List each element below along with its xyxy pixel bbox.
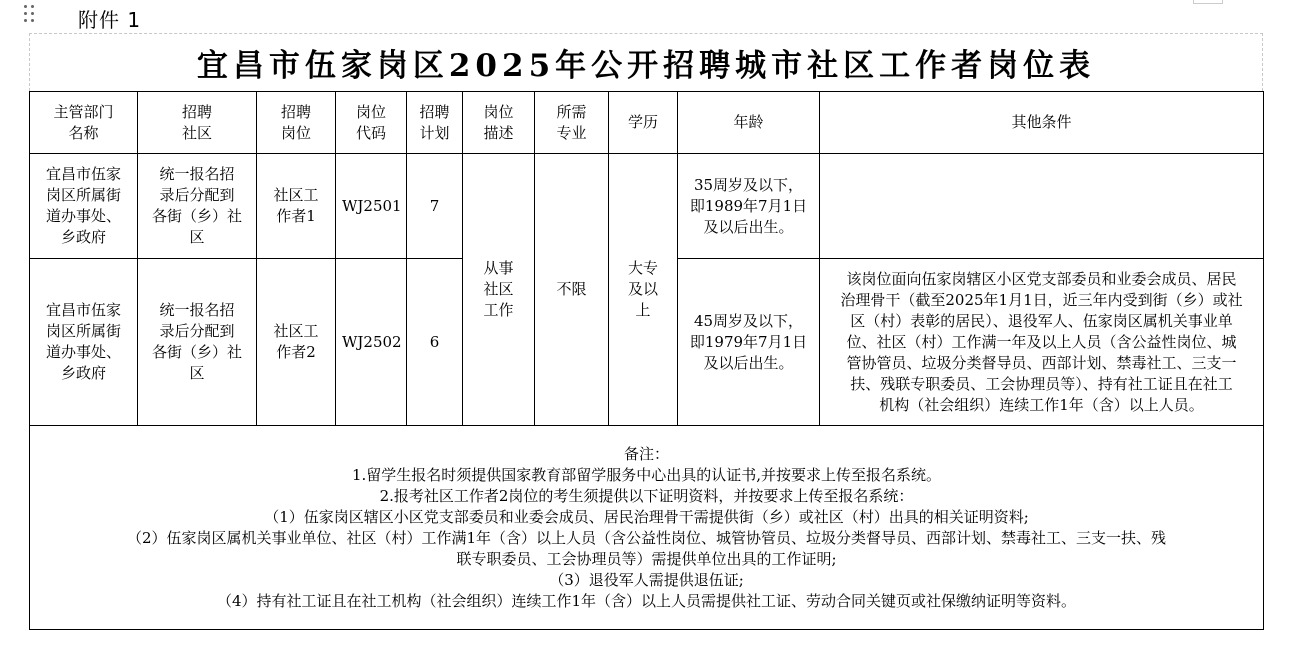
- header-age: 年龄: [678, 92, 820, 154]
- header-code: 岗位 代码: [336, 92, 407, 154]
- document-body: [29, 33, 1263, 636]
- header-post: 招聘 岗位: [257, 92, 336, 154]
- title-box: [29, 33, 1263, 91]
- note-line: （3）退役军人需提供退伍证;: [549, 570, 744, 589]
- cell-post: 社区工 作者2: [257, 259, 336, 426]
- cell-dept: 宜昌市伍家 岗区所属街 道办事处、 乡政府: [30, 154, 138, 259]
- header-desc: 岗位 描述: [463, 92, 535, 154]
- cell-community: 统一报名招 录后分配到 各街（乡）社 区: [138, 259, 257, 426]
- page-corner-marker: [1193, 0, 1223, 4]
- cell-community: 统一报名招 录后分配到 各街（乡）社 区: [138, 154, 257, 259]
- cell-age: 35周岁及以下， 即1989年7月1日 及以后出生。: [678, 154, 820, 259]
- header-dept: 主管部门 名称: [30, 92, 138, 154]
- note-line: 1.留学生报名时须提供国家教育部留学服务中心出具的认证书,并按要求上传至报名系统。: [351, 465, 942, 484]
- note-line: （1）伍家岗区辖区小区党支部委员和业委会成员、居民治理骨干需提供街（乡）或社区（村）出具的相关证明资料;: [264, 507, 1029, 526]
- drag-handle-icon[interactable]: [24, 5, 38, 27]
- header-plan: 招聘 计划: [407, 92, 463, 154]
- note-line: 联专职委员、工会协理员等）需提供单位出具的工作证明;: [456, 549, 837, 568]
- cell-major: 不限: [535, 154, 609, 426]
- recruitment-table: [29, 91, 1264, 630]
- note-line: （2）伍家岗区属机关事业单位、社区（村）工作满1年（含）以上人员（含公益性岗位、城管协管员、垃圾分类督导员、西部计划、禁毒社工、三支一扶、残: [126, 528, 1167, 547]
- notes-row: [30, 426, 1264, 630]
- cell-code: WJ2502: [336, 259, 407, 426]
- cell-education: 大专 及以 上: [609, 154, 678, 426]
- header-community: 招聘 社区: [138, 92, 257, 154]
- header-major: 所需 专业: [535, 92, 609, 154]
- cell-other: [820, 154, 1264, 259]
- cell-code: WJ2501: [336, 154, 407, 259]
- table-row: [30, 154, 1264, 259]
- note-line: （4）持有社工证且在社工机构（社会组织）连续工作1年（含）以上人员需提供社工证、劳动合同关键页或社保缴纳证明等资料。: [216, 591, 1077, 610]
- header-education: 学历: [609, 92, 678, 154]
- cell-desc: 从事 社区 工作: [463, 154, 535, 426]
- cell-post: 社区工 作者1: [257, 154, 336, 259]
- cell-age: 45周岁及以下， 即1979年7月1日 及以后出生。: [678, 259, 820, 426]
- cell-other: 该岗位面向伍家岗辖区小区党支部委员和业委会成员、居民 治理骨干（截至2025年1月1日，近三年内受到街（乡）或社 区（村）表彰的居民）、退役军人、伍家岗区属机关事业单 位、社区（村）工作满一年及以上人员（含公益性岗位、城 管协管员、垃圾分类督导员、西部计划、禁毒社工、三支一 扶、残联专职委员、工会协理员等）、持有社工证且在社工 机构（社会组织）连续工作1年（含）以上人员。: [820, 259, 1264, 426]
- page-title: 宜昌市伍家岗区2025年公开招聘城市社区工作者岗位表: [196, 48, 1096, 84]
- cell-plan: 7: [407, 154, 463, 259]
- notes-cell: [30, 426, 1264, 630]
- cell-dept: 宜昌市伍家 岗区所属街 道办事处、 乡政府: [30, 259, 138, 426]
- notes-heading: 备注：: [623, 444, 669, 463]
- cell-plan: 6: [407, 259, 463, 426]
- note-line: 2.报考社区工作者2岗位的考生须提供以下证明资料，并按要求上传至报名系统：: [379, 486, 914, 505]
- annex-label: 附件 1: [78, 8, 142, 32]
- header-other: 其他条件: [820, 92, 1264, 154]
- header-row: [30, 92, 1264, 154]
